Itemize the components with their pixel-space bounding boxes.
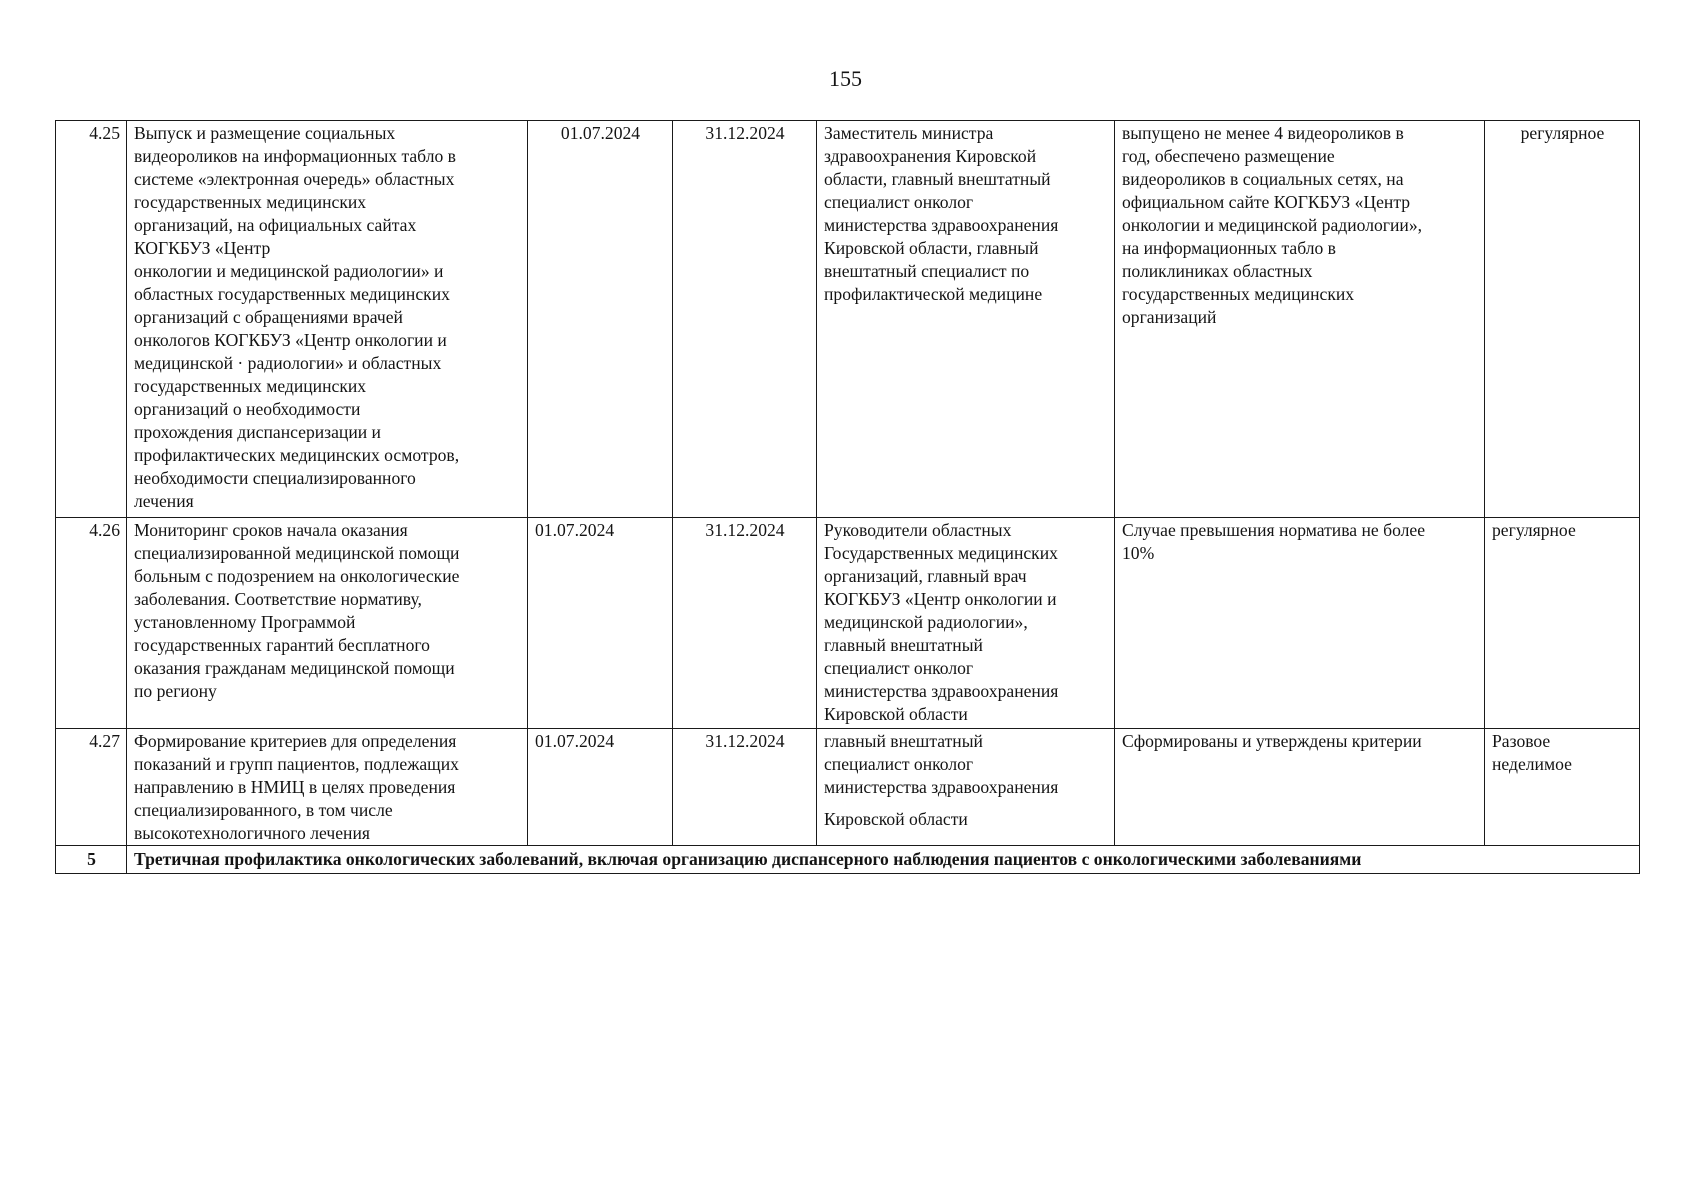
activity-cell: Мониторинг сроков начала оказания специализированной медицинской помощи больным с подозрением на онкологические заболевания. Соответствие нормативу, установленному Программой государственных гарантий бесплатного оказания гражданам медицинской помощи по региону	[127, 518, 528, 729]
responsible-cell: Руководители областных Государственных медицинских организаций, главный врач КОГКБУЗ «Центр онкологии и медицинской радиологии», главный внештатный специалист онколог министерства здравоохранения Кировской области	[817, 518, 1115, 729]
result-cell: Случае превышения норматива не более 10%	[1115, 518, 1485, 729]
activity-cell: Формирование критериев для определения показаний и групп пациентов, подлежащих направлению в НМИЦ в целях проведения специализированного, в том числе высокотехнологичного лечения	[127, 729, 528, 846]
row-number: 4.27	[56, 729, 127, 846]
result-cell: выпущено не менее 4 видеороликов в год, обеспечено размещение видеороликов в социальных сетях, на официальном сайте КОГКБУЗ «Центр онкологии и медицинской радиологии», на информационных табло в поликлиниках областных государственных медицинских организаций	[1115, 121, 1485, 518]
table-row	[56, 518, 1640, 729]
table-row	[56, 121, 1640, 518]
section-title: Третичная профилактика онкологических заболеваний, включая организацию диспансерного наблюдения пациентов с онкологическими заболеваниями	[127, 846, 1640, 874]
type-cell: Разовое неделимое	[1485, 729, 1640, 846]
start-date-cell: 01.07.2024	[528, 518, 673, 729]
plan-table	[55, 120, 1640, 874]
end-date-cell: 31.12.2024	[673, 121, 817, 518]
row-number: 4.26	[56, 518, 127, 729]
start-date-cell: 01.07.2024	[528, 121, 673, 518]
responsible-cell	[817, 729, 1115, 846]
section-number: 5	[56, 846, 127, 874]
result-cell: Сформированы и утверждены критерии	[1115, 729, 1485, 846]
type-cell: регулярное	[1485, 121, 1640, 518]
type-cell: регулярное	[1485, 518, 1640, 729]
end-date-cell: 31.12.2024	[673, 518, 817, 729]
responsible-cell: Заместитель министра здравоохранения Кировской области, главный внештатный специалист онколог министерства здравоохранения Кировской области, главный внештатный специалист по профилактической медицине	[817, 121, 1115, 518]
responsible-tail: Кировской области	[824, 809, 968, 829]
table-row	[56, 729, 1640, 846]
activity-cell: Выпуск и размещение социальных видеороликов на информационных табло в системе «электронная очередь» областных государственных медицинских организаций, на официальных сайтах КОГКБУЗ «Центр онкологии и медицинской радиологии» и областных государственных медицинских организаций с обращениями врачей онкологов КОГКБУЗ «Центр онкологии и медицинской · радиологии» и областных государственных медицинских организаций о необходимости прохождения диспансеризации и профилактических медицинских осмотров, необходимости специализированного лечения	[127, 121, 528, 518]
page-number: 155	[829, 66, 862, 91]
end-date-cell: 31.12.2024	[673, 729, 817, 846]
start-date-cell: 01.07.2024	[528, 729, 673, 846]
section-header-row	[56, 846, 1640, 874]
responsible-main: главный внештатный специалист онколог министерства здравоохранения	[824, 731, 1059, 797]
row-number: 4.25	[56, 121, 127, 518]
